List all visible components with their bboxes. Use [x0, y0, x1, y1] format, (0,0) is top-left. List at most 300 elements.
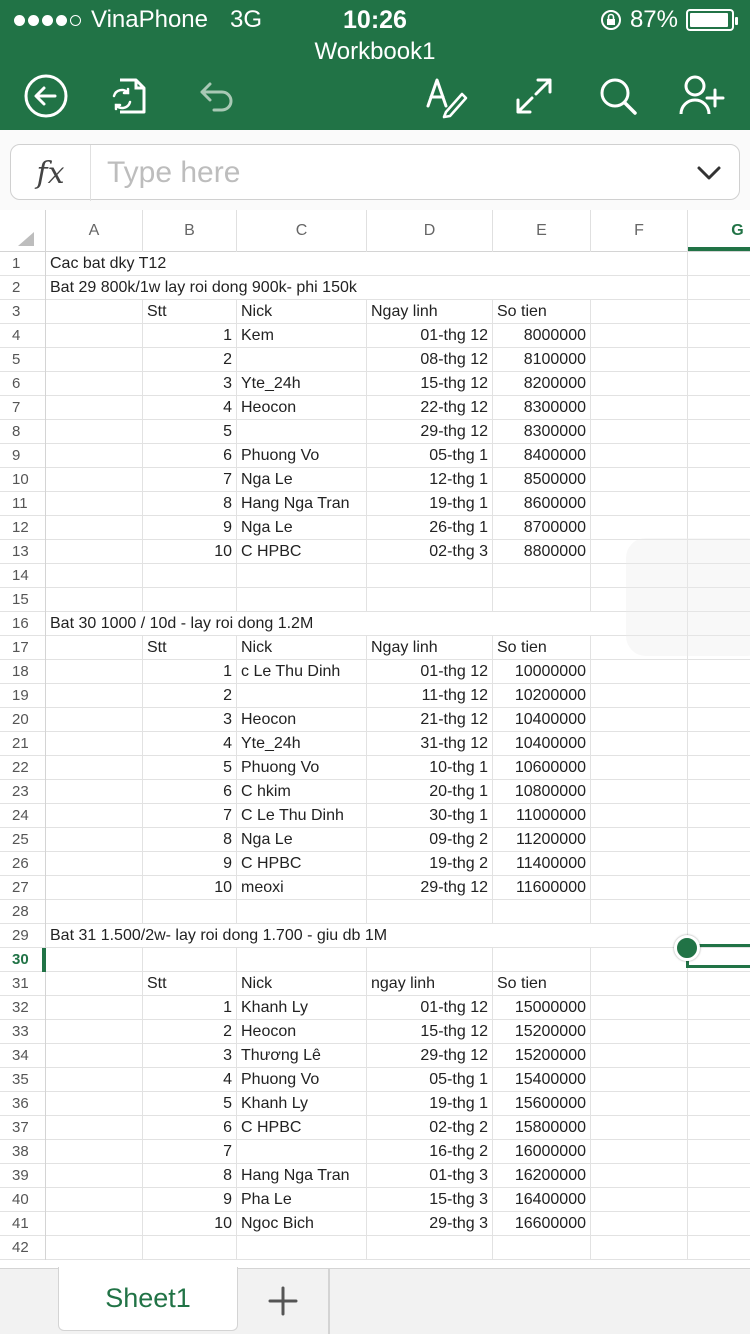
- cell-e26[interactable]: 11400000: [493, 852, 591, 876]
- cell-e33[interactable]: 15200000: [493, 1020, 591, 1044]
- cell-d15[interactable]: [367, 588, 493, 612]
- cell-c21[interactable]: Yte_24h: [237, 732, 367, 756]
- cell-d25[interactable]: 09-thg 2: [367, 828, 493, 852]
- cell-b25[interactable]: 8: [143, 828, 237, 852]
- cell-a37[interactable]: [46, 1116, 143, 1140]
- cell-f35[interactable]: [591, 1068, 688, 1092]
- cell-a33[interactable]: [46, 1020, 143, 1044]
- cell-c30[interactable]: [237, 948, 367, 972]
- cell-e4[interactable]: 8000000: [493, 324, 591, 348]
- cell-g21[interactable]: [688, 732, 750, 756]
- cell-b22[interactable]: 5: [143, 756, 237, 780]
- row-header[interactable]: 40: [0, 1188, 46, 1212]
- cell-g32[interactable]: [688, 996, 750, 1020]
- cell-a23[interactable]: [46, 780, 143, 804]
- row-header[interactable]: 19: [0, 684, 46, 708]
- cell-d37[interactable]: 02-thg 2: [367, 1116, 493, 1140]
- cell-g31[interactable]: [688, 972, 750, 996]
- cell-a24[interactable]: [46, 804, 143, 828]
- cell-a32[interactable]: [46, 996, 143, 1020]
- cell-a26[interactable]: [46, 852, 143, 876]
- row-header[interactable]: 42: [0, 1236, 46, 1260]
- cell-f11[interactable]: [591, 492, 688, 516]
- cell-e6[interactable]: 8200000: [493, 372, 591, 396]
- cell-e10[interactable]: 8500000: [493, 468, 591, 492]
- cell-b20[interactable]: 3: [143, 708, 237, 732]
- cell-a11[interactable]: [46, 492, 143, 516]
- cell-g20[interactable]: [688, 708, 750, 732]
- cell-f31[interactable]: [591, 972, 688, 996]
- undo-button[interactable]: [190, 70, 242, 122]
- cell-g3[interactable]: [688, 300, 750, 324]
- cell-f34[interactable]: [591, 1044, 688, 1068]
- row-header[interactable]: 24: [0, 804, 46, 828]
- row-header[interactable]: 30: [0, 948, 46, 972]
- cell-d27[interactable]: 29-thg 12: [367, 876, 493, 900]
- cell-g40[interactable]: [688, 1188, 750, 1212]
- back-button[interactable]: [20, 70, 72, 122]
- row-header[interactable]: 11: [0, 492, 46, 516]
- cell-d6[interactable]: 15-thg 12: [367, 372, 493, 396]
- cell-e15[interactable]: [493, 588, 591, 612]
- cell-b4[interactable]: 1: [143, 324, 237, 348]
- cell-c23[interactable]: C hkim: [237, 780, 367, 804]
- row-header[interactable]: 38: [0, 1140, 46, 1164]
- cell-b27[interactable]: 10: [143, 876, 237, 900]
- row-header[interactable]: 23: [0, 780, 46, 804]
- cell-a42[interactable]: [46, 1236, 143, 1260]
- row-header[interactable]: 2: [0, 276, 46, 300]
- column-header-c[interactable]: C: [237, 210, 367, 252]
- cell-g38[interactable]: [688, 1140, 750, 1164]
- cell-c5[interactable]: [237, 348, 367, 372]
- formula-input[interactable]: [107, 153, 667, 193]
- cell-f9[interactable]: [591, 444, 688, 468]
- cell-b34[interactable]: 3: [143, 1044, 237, 1068]
- cell-d21[interactable]: 31-thg 12: [367, 732, 493, 756]
- cell-d19[interactable]: 11-thg 12: [367, 684, 493, 708]
- cell-e16[interactable]: [493, 612, 591, 636]
- cell-g39[interactable]: [688, 1164, 750, 1188]
- cell-c22[interactable]: Phuong Vo: [237, 756, 367, 780]
- cell-d42[interactable]: [367, 1236, 493, 1260]
- cell-b21[interactable]: 4: [143, 732, 237, 756]
- cell-f2[interactable]: [591, 276, 688, 300]
- cell-e35[interactable]: 15400000: [493, 1068, 591, 1092]
- row-header[interactable]: 12: [0, 516, 46, 540]
- cell-d32[interactable]: 01-thg 12: [367, 996, 493, 1020]
- cell-f18[interactable]: [591, 660, 688, 684]
- cell-e28[interactable]: [493, 900, 591, 924]
- row-header[interactable]: 8: [0, 420, 46, 444]
- cell-b40[interactable]: 9: [143, 1188, 237, 1212]
- cell-g11[interactable]: [688, 492, 750, 516]
- cell-e30[interactable]: [493, 948, 591, 972]
- cell-d31[interactable]: ngay linh: [367, 972, 493, 996]
- cell-d12[interactable]: 26-thg 1: [367, 516, 493, 540]
- cell-c10[interactable]: Nga Le: [237, 468, 367, 492]
- row-header[interactable]: 20: [0, 708, 46, 732]
- row-header[interactable]: 5: [0, 348, 46, 372]
- cell-c1[interactable]: [237, 252, 367, 276]
- cell-f10[interactable]: [591, 468, 688, 492]
- cell-c36[interactable]: Khanh Ly: [237, 1092, 367, 1116]
- cell-e34[interactable]: 15200000: [493, 1044, 591, 1068]
- cell-b9[interactable]: 6: [143, 444, 237, 468]
- cell-b39[interactable]: 8: [143, 1164, 237, 1188]
- cell-a27[interactable]: [46, 876, 143, 900]
- cell-d41[interactable]: 29-thg 3: [367, 1212, 493, 1236]
- cell-f3[interactable]: [591, 300, 688, 324]
- cell-d2[interactable]: [367, 276, 493, 300]
- cell-b8[interactable]: 5: [143, 420, 237, 444]
- cell-a28[interactable]: [46, 900, 143, 924]
- cell-b19[interactable]: 2: [143, 684, 237, 708]
- row-header[interactable]: 35: [0, 1068, 46, 1092]
- cell-a21[interactable]: [46, 732, 143, 756]
- cell-f19[interactable]: [591, 684, 688, 708]
- cell-a16[interactable]: Bat 30 1000 / 10d - lay roi dong 1.2M: [50, 615, 314, 632]
- cell-f8[interactable]: [591, 420, 688, 444]
- cell-c7[interactable]: Heocon: [237, 396, 367, 420]
- select-all-corner[interactable]: [0, 210, 46, 252]
- cell-a41[interactable]: [46, 1212, 143, 1236]
- cell-g22[interactable]: [688, 756, 750, 780]
- cell-a38[interactable]: [46, 1140, 143, 1164]
- row-header[interactable]: 26: [0, 852, 46, 876]
- cell-e17[interactable]: So tien: [493, 636, 591, 660]
- cell-e40[interactable]: 16400000: [493, 1188, 591, 1212]
- cell-c31[interactable]: Nick: [237, 972, 367, 996]
- cell-f39[interactable]: [591, 1164, 688, 1188]
- cell-a7[interactable]: [46, 396, 143, 420]
- cell-c19[interactable]: [237, 684, 367, 708]
- row-header[interactable]: 16: [0, 612, 46, 636]
- cell-c42[interactable]: [237, 1236, 367, 1260]
- cell-e13[interactable]: 8800000: [493, 540, 591, 564]
- cell-f28[interactable]: [591, 900, 688, 924]
- cell-b5[interactable]: 2: [143, 348, 237, 372]
- cell-b24[interactable]: 7: [143, 804, 237, 828]
- cell-c26[interactable]: C HPBC: [237, 852, 367, 876]
- cell-f1[interactable]: [591, 252, 688, 276]
- cell-d8[interactable]: 29-thg 12: [367, 420, 493, 444]
- cell-a39[interactable]: [46, 1164, 143, 1188]
- cell-a1[interactable]: Cac bat dky T12: [50, 255, 167, 272]
- cell-e22[interactable]: 10600000: [493, 756, 591, 780]
- file-button[interactable]: [104, 70, 156, 122]
- cell-b10[interactable]: 7: [143, 468, 237, 492]
- cell-g7[interactable]: [688, 396, 750, 420]
- spreadsheet-grid[interactable]: [0, 210, 750, 1268]
- cell-f23[interactable]: [591, 780, 688, 804]
- row-header[interactable]: 22: [0, 756, 46, 780]
- cell-b38[interactable]: 7: [143, 1140, 237, 1164]
- cell-b28[interactable]: [143, 900, 237, 924]
- row-header[interactable]: 25: [0, 828, 46, 852]
- cell-g5[interactable]: [688, 348, 750, 372]
- cell-b3[interactable]: Stt: [143, 300, 237, 324]
- cell-a3[interactable]: [46, 300, 143, 324]
- cell-f24[interactable]: [591, 804, 688, 828]
- cell-g42[interactable]: [688, 1236, 750, 1260]
- cell-e25[interactable]: 11200000: [493, 828, 591, 852]
- row-header[interactable]: 4: [0, 324, 46, 348]
- cell-d36[interactable]: 19-thg 1: [367, 1092, 493, 1116]
- cell-a20[interactable]: [46, 708, 143, 732]
- cell-g4[interactable]: [688, 324, 750, 348]
- cell-d34[interactable]: 29-thg 12: [367, 1044, 493, 1068]
- cell-d28[interactable]: [367, 900, 493, 924]
- column-header-g[interactable]: G: [688, 210, 750, 251]
- cell-g23[interactable]: [688, 780, 750, 804]
- cell-d3[interactable]: Ngay linh: [367, 300, 493, 324]
- cell-c4[interactable]: Kem: [237, 324, 367, 348]
- row-header[interactable]: 36: [0, 1092, 46, 1116]
- cell-g6[interactable]: [688, 372, 750, 396]
- cell-d30[interactable]: [367, 948, 493, 972]
- cell-d5[interactable]: 08-thg 12: [367, 348, 493, 372]
- cell-e27[interactable]: 11600000: [493, 876, 591, 900]
- cell-c33[interactable]: Heocon: [237, 1020, 367, 1044]
- cell-b7[interactable]: 4: [143, 396, 237, 420]
- cell-a9[interactable]: [46, 444, 143, 468]
- cell-a14[interactable]: [46, 564, 143, 588]
- cell-f40[interactable]: [591, 1188, 688, 1212]
- cell-b42[interactable]: [143, 1236, 237, 1260]
- cell-c8[interactable]: [237, 420, 367, 444]
- cell-e24[interactable]: 11000000: [493, 804, 591, 828]
- cell-f5[interactable]: [591, 348, 688, 372]
- cell-d4[interactable]: 01-thg 12: [367, 324, 493, 348]
- cell-g12[interactable]: [688, 516, 750, 540]
- column-header-b[interactable]: B: [143, 210, 237, 252]
- cell-g24[interactable]: [688, 804, 750, 828]
- cell-f25[interactable]: [591, 828, 688, 852]
- cell-e29[interactable]: [493, 924, 591, 948]
- cell-f33[interactable]: [591, 1020, 688, 1044]
- share-button[interactable]: [676, 70, 728, 122]
- cell-c6[interactable]: Yte_24h: [237, 372, 367, 396]
- row-header[interactable]: 18: [0, 660, 46, 684]
- cell-a4[interactable]: [46, 324, 143, 348]
- cell-d10[interactable]: 12-thg 1: [367, 468, 493, 492]
- cell-d16[interactable]: [367, 612, 493, 636]
- fx-label[interactable]: fx: [11, 145, 91, 201]
- cell-c28[interactable]: [237, 900, 367, 924]
- cell-e2[interactable]: [493, 276, 591, 300]
- cell-c25[interactable]: Nga Le: [237, 828, 367, 852]
- selection-handle[interactable]: [674, 935, 700, 961]
- cell-g8[interactable]: [688, 420, 750, 444]
- cell-a40[interactable]: [46, 1188, 143, 1212]
- edit-button[interactable]: [420, 70, 472, 122]
- cell-e23[interactable]: 10800000: [493, 780, 591, 804]
- cell-b41[interactable]: 10: [143, 1212, 237, 1236]
- row-header[interactable]: 28: [0, 900, 46, 924]
- cell-b13[interactable]: 10: [143, 540, 237, 564]
- column-header-a[interactable]: A: [46, 210, 143, 252]
- cell-g2[interactable]: [688, 276, 750, 300]
- cell-g25[interactable]: [688, 828, 750, 852]
- cell-b33[interactable]: 2: [143, 1020, 237, 1044]
- cell-b23[interactable]: 6: [143, 780, 237, 804]
- cell-f21[interactable]: [591, 732, 688, 756]
- row-header[interactable]: 1: [0, 252, 46, 276]
- row-header[interactable]: 14: [0, 564, 46, 588]
- cell-f30[interactable]: [591, 948, 688, 972]
- cell-a29[interactable]: Bat 31 1.500/2w- lay roi dong 1.700 - giu db 1M: [50, 927, 388, 944]
- cell-a5[interactable]: [46, 348, 143, 372]
- cell-b15[interactable]: [143, 588, 237, 612]
- cell-f22[interactable]: [591, 756, 688, 780]
- cell-b37[interactable]: 6: [143, 1116, 237, 1140]
- cell-c14[interactable]: [237, 564, 367, 588]
- cell-c38[interactable]: [237, 1140, 367, 1164]
- column-header-f[interactable]: F: [591, 210, 688, 252]
- cell-e11[interactable]: 8600000: [493, 492, 591, 516]
- cell-c34[interactable]: Thương Lê: [237, 1044, 367, 1068]
- cell-a34[interactable]: [46, 1044, 143, 1068]
- cell-c13[interactable]: C HPBC: [237, 540, 367, 564]
- cell-a35[interactable]: [46, 1068, 143, 1092]
- cell-f6[interactable]: [591, 372, 688, 396]
- cell-e18[interactable]: 10000000: [493, 660, 591, 684]
- cell-e37[interactable]: 15800000: [493, 1116, 591, 1140]
- cell-c39[interactable]: Hang Nga Tran: [237, 1164, 367, 1188]
- cell-e5[interactable]: 8100000: [493, 348, 591, 372]
- cell-d26[interactable]: 19-thg 2: [367, 852, 493, 876]
- cell-b18[interactable]: 1: [143, 660, 237, 684]
- cell-e21[interactable]: 10400000: [493, 732, 591, 756]
- cell-a2[interactable]: Bat 29 800k/1w lay roi dong 900k- phi 150k: [50, 279, 357, 296]
- cell-b14[interactable]: [143, 564, 237, 588]
- row-header[interactable]: 33: [0, 1020, 46, 1044]
- row-header[interactable]: 9: [0, 444, 46, 468]
- cell-d22[interactable]: 10-thg 1: [367, 756, 493, 780]
- cell-e9[interactable]: 8400000: [493, 444, 591, 468]
- cell-g41[interactable]: [688, 1212, 750, 1236]
- cell-a25[interactable]: [46, 828, 143, 852]
- cell-a8[interactable]: [46, 420, 143, 444]
- cell-e7[interactable]: 8300000: [493, 396, 591, 420]
- row-header[interactable]: 32: [0, 996, 46, 1020]
- cell-c9[interactable]: Phuong Vo: [237, 444, 367, 468]
- cell-e12[interactable]: 8700000: [493, 516, 591, 540]
- column-header-d[interactable]: D: [367, 210, 493, 252]
- cell-d33[interactable]: 15-thg 12: [367, 1020, 493, 1044]
- row-header[interactable]: 39: [0, 1164, 46, 1188]
- cell-f41[interactable]: [591, 1212, 688, 1236]
- cell-f4[interactable]: [591, 324, 688, 348]
- cell-f32[interactable]: [591, 996, 688, 1020]
- row-header[interactable]: 21: [0, 732, 46, 756]
- cell-e1[interactable]: [493, 252, 591, 276]
- cell-e38[interactable]: 16000000: [493, 1140, 591, 1164]
- cell-a12[interactable]: [46, 516, 143, 540]
- cell-f12[interactable]: [591, 516, 688, 540]
- cell-d7[interactable]: 22-thg 12: [367, 396, 493, 420]
- cell-e20[interactable]: 10400000: [493, 708, 591, 732]
- cell-a36[interactable]: [46, 1092, 143, 1116]
- cell-b6[interactable]: 3: [143, 372, 237, 396]
- cell-g28[interactable]: [688, 900, 750, 924]
- row-header[interactable]: 29: [0, 924, 46, 948]
- cell-a6[interactable]: [46, 372, 143, 396]
- cell-g1[interactable]: [688, 252, 750, 276]
- cell-c27[interactable]: meoxi: [237, 876, 367, 900]
- cell-d39[interactable]: 01-thg 3: [367, 1164, 493, 1188]
- cell-d9[interactable]: 05-thg 1: [367, 444, 493, 468]
- cell-a19[interactable]: [46, 684, 143, 708]
- cell-g10[interactable]: [688, 468, 750, 492]
- cell-b36[interactable]: 5: [143, 1092, 237, 1116]
- row-header[interactable]: 27: [0, 876, 46, 900]
- cell-d1[interactable]: [367, 252, 493, 276]
- cell-c3[interactable]: Nick: [237, 300, 367, 324]
- cell-e42[interactable]: [493, 1236, 591, 1260]
- cell-a18[interactable]: [46, 660, 143, 684]
- cell-a17[interactable]: [46, 636, 143, 660]
- cell-g27[interactable]: [688, 876, 750, 900]
- row-header[interactable]: 37: [0, 1116, 46, 1140]
- cell-g34[interactable]: [688, 1044, 750, 1068]
- row-header[interactable]: 17: [0, 636, 46, 660]
- cell-c40[interactable]: Pha Le: [237, 1188, 367, 1212]
- cell-f26[interactable]: [591, 852, 688, 876]
- cell-c41[interactable]: Ngoc Bich: [237, 1212, 367, 1236]
- cell-e3[interactable]: So tien: [493, 300, 591, 324]
- cell-g9[interactable]: [688, 444, 750, 468]
- sheet-tab-sheet1[interactable]: Sheet1: [58, 1267, 238, 1331]
- cell-e36[interactable]: 15600000: [493, 1092, 591, 1116]
- cell-b17[interactable]: Stt: [143, 636, 237, 660]
- cell-f27[interactable]: [591, 876, 688, 900]
- row-header[interactable]: 6: [0, 372, 46, 396]
- cell-d18[interactable]: 01-thg 12: [367, 660, 493, 684]
- cell-c12[interactable]: Nga Le: [237, 516, 367, 540]
- cell-a13[interactable]: [46, 540, 143, 564]
- row-header[interactable]: 10: [0, 468, 46, 492]
- cell-d17[interactable]: Ngay linh: [367, 636, 493, 660]
- cell-d24[interactable]: 30-thg 1: [367, 804, 493, 828]
- row-header[interactable]: 41: [0, 1212, 46, 1236]
- cell-c17[interactable]: Nick: [237, 636, 367, 660]
- fullscreen-button[interactable]: [508, 70, 560, 122]
- cell-c11[interactable]: Hang Nga Tran: [237, 492, 367, 516]
- cell-e39[interactable]: 16200000: [493, 1164, 591, 1188]
- cell-a15[interactable]: [46, 588, 143, 612]
- cell-e8[interactable]: 8300000: [493, 420, 591, 444]
- cell-g36[interactable]: [688, 1092, 750, 1116]
- cell-f37[interactable]: [591, 1116, 688, 1140]
- cell-a30[interactable]: [46, 948, 143, 972]
- cell-c24[interactable]: C Le Thu Dinh: [237, 804, 367, 828]
- cell-g19[interactable]: [688, 684, 750, 708]
- expand-formula-button[interactable]: [691, 155, 727, 191]
- cell-b32[interactable]: 1: [143, 996, 237, 1020]
- row-header[interactable]: 3: [0, 300, 46, 324]
- cell-d35[interactable]: 05-thg 1: [367, 1068, 493, 1092]
- row-header[interactable]: 7: [0, 396, 46, 420]
- row-header[interactable]: 15: [0, 588, 46, 612]
- row-header[interactable]: 31: [0, 972, 46, 996]
- cell-e19[interactable]: 10200000: [493, 684, 591, 708]
- cell-b26[interactable]: 9: [143, 852, 237, 876]
- cell-f7[interactable]: [591, 396, 688, 420]
- cell-b35[interactable]: 4: [143, 1068, 237, 1092]
- cell-e31[interactable]: So tien: [493, 972, 591, 996]
